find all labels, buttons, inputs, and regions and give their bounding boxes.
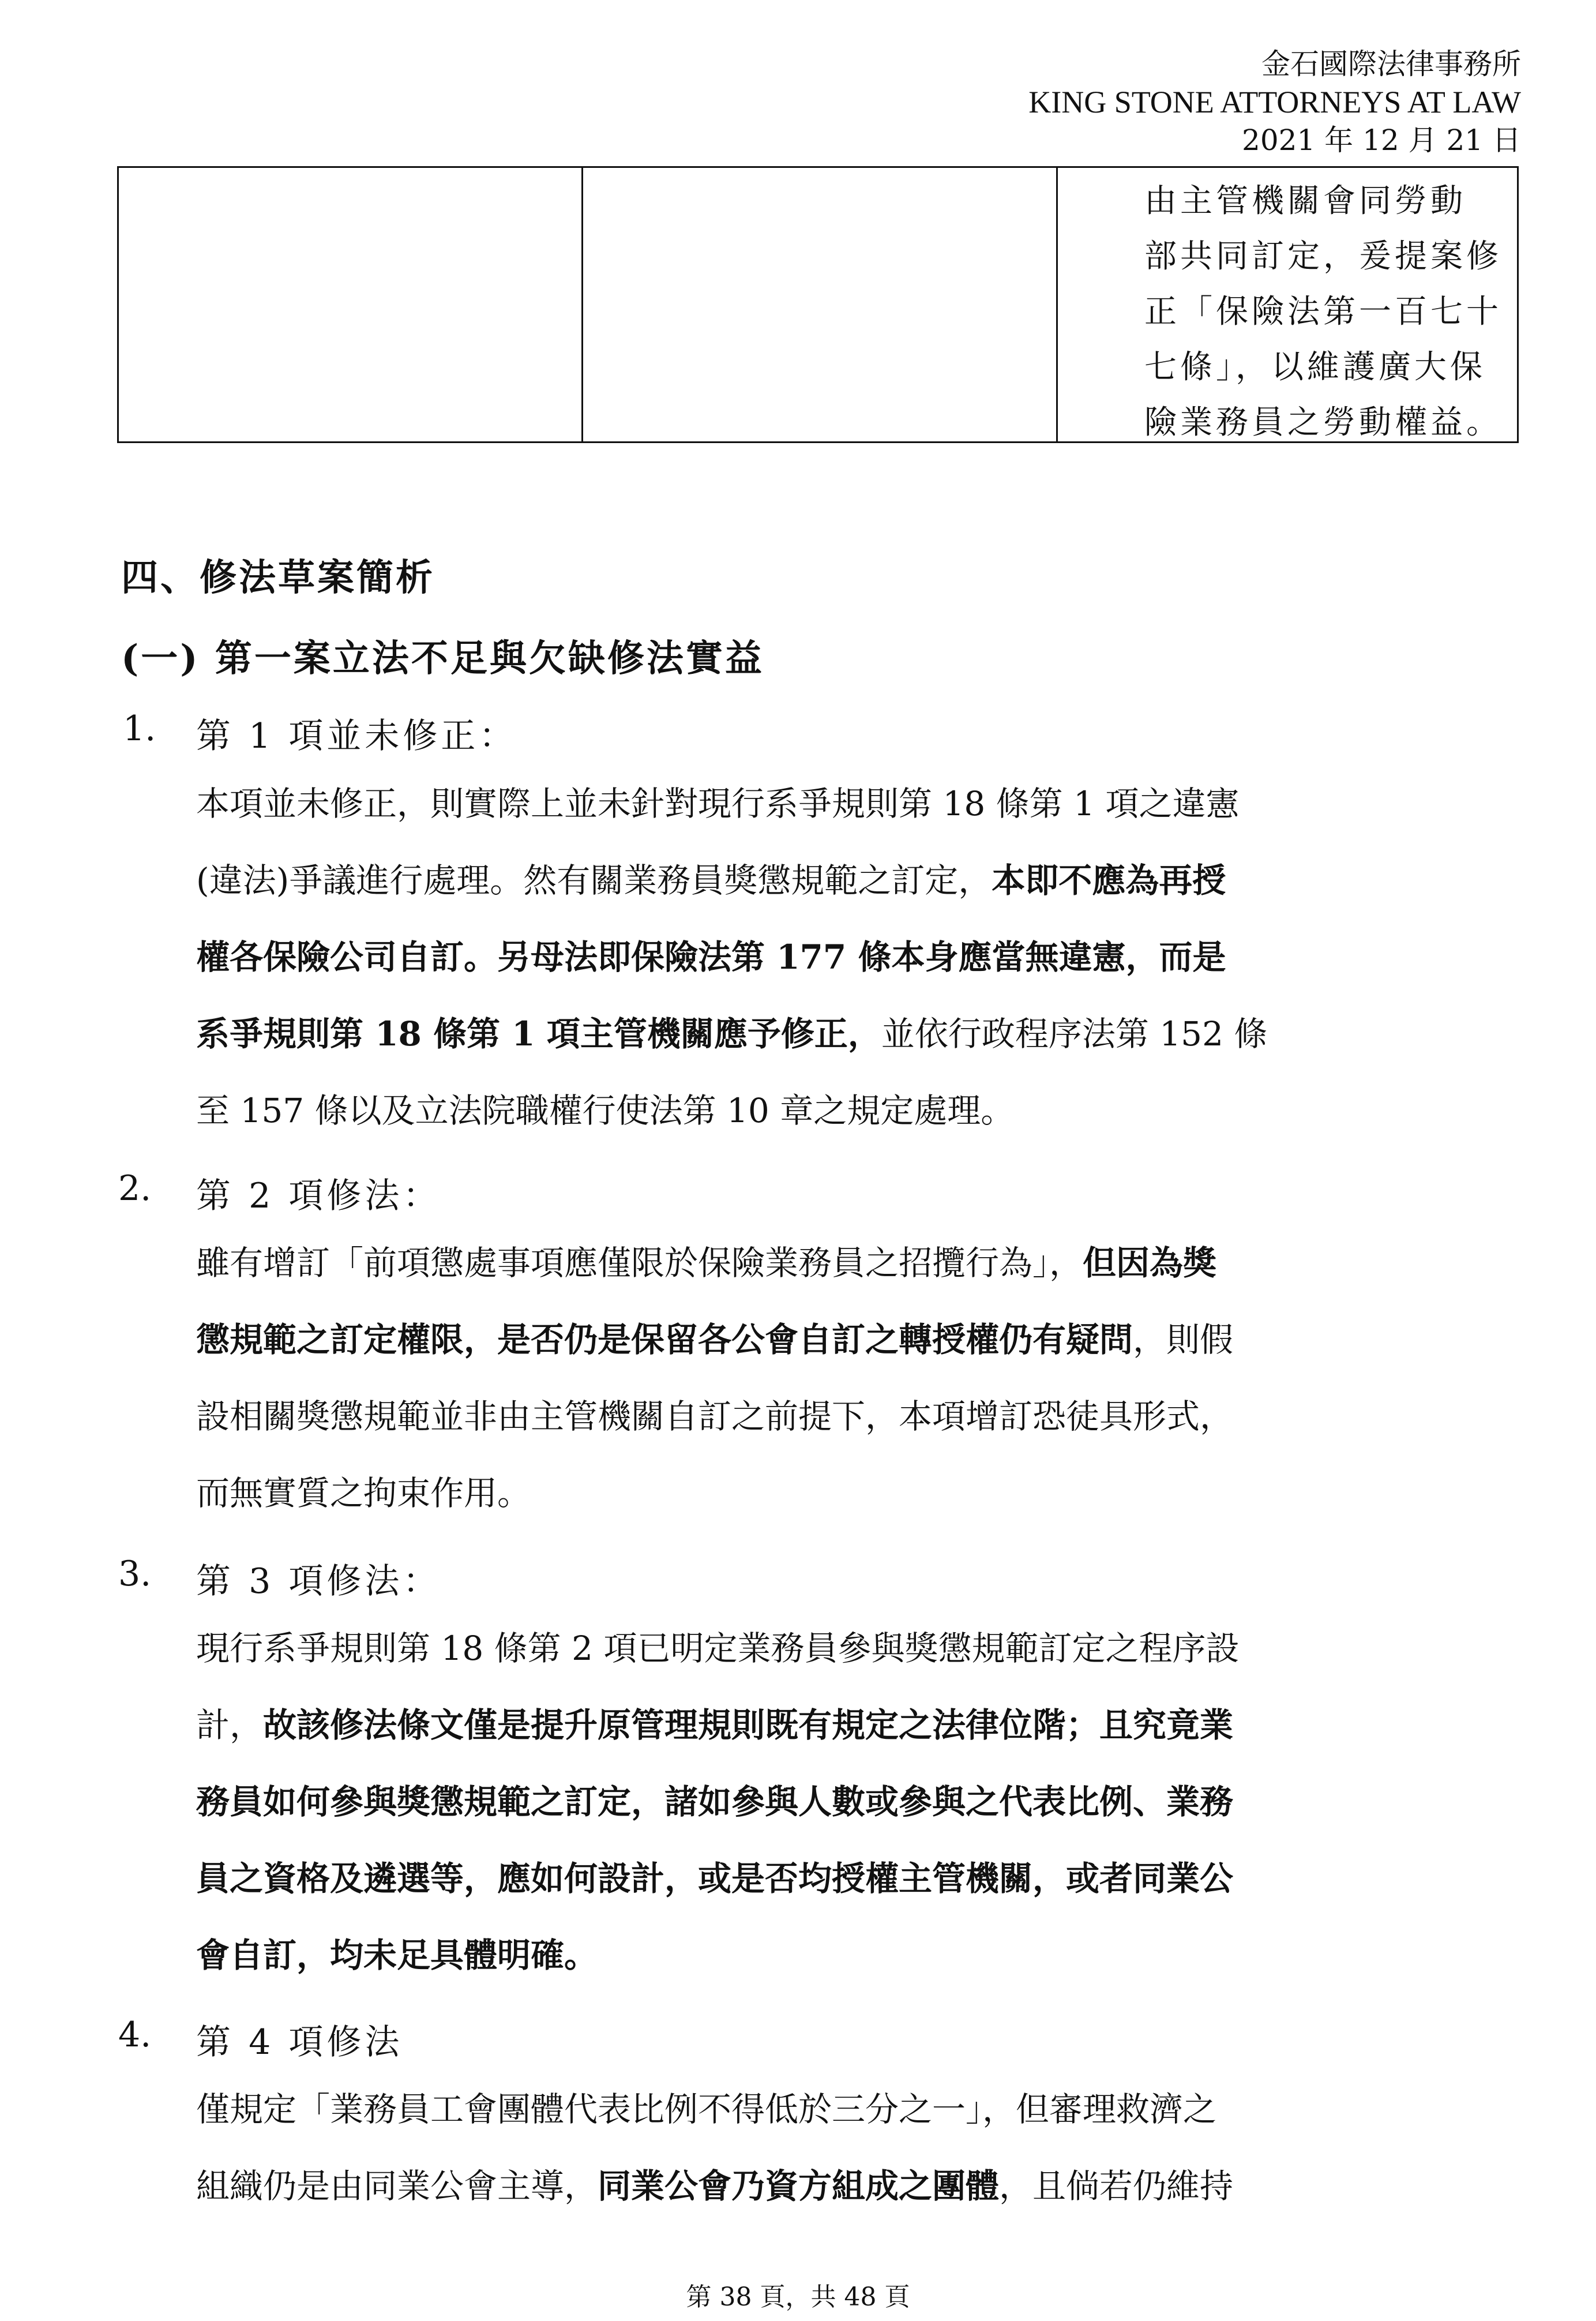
bold-run: 本即不應為再授 (992, 861, 1226, 900)
table-cell-line: 由主管機關會同勞動 (1144, 182, 1466, 220)
item-title: 第 3 項修法： (196, 1561, 441, 1602)
section-heading: 四、修法草案簡析 (121, 556, 435, 599)
text-run: 本項並未修正，則實際上並未針對現行系爭規則第 18 條第 1 項之違憲 (196, 784, 1240, 823)
bold-run: 故該修法條文僅是提升原管理規則既有規定之法律位階；且究竟業 (263, 1705, 1234, 1745)
table-cell-empty-2 (583, 168, 1058, 441)
item-paragraph (196, 1225, 1523, 1532)
text-run: ，則假 (1133, 1320, 1234, 1359)
item-number: 1. (123, 708, 156, 749)
item-title: 第 1 項並未修正： (196, 716, 517, 756)
paragraph-line (196, 842, 1523, 919)
paragraph-line (196, 1917, 1523, 1994)
text-run: 雖有增訂「前項懲處事項應僅限於保險業務員之招攬行為」， (196, 1243, 1083, 1283)
firm-name-chinese: 金石國際法律事務所 (1261, 47, 1521, 81)
text-run: 現行系爭規則第 18 條第 2 項已明定業務員參與獎懲規範訂定之程序設 (196, 1629, 1240, 1668)
text-run: 組織仍是由同業公會主導， (196, 2166, 598, 2206)
paragraph-line (196, 1378, 1523, 1455)
document-date: 2021 年 12 月 21 日 (1242, 123, 1521, 157)
paragraph-line (196, 1764, 1523, 1840)
firm-name-english: KING STONE ATTORNEYS AT LAW (1028, 85, 1521, 119)
bold-run: 權各保險公司自訂。另母法即保險法第 177 條本身應當無違憲，而是 (196, 938, 1226, 977)
continued-table (117, 166, 1519, 443)
bold-run: 會自訂，均未足具體明確。 (196, 1936, 598, 1975)
bold-run: 員之資格及遴選等，應如何設計，或是否均授權主管機關，或者同業公 (196, 1859, 1234, 1898)
paragraph-line (196, 2148, 1523, 2225)
text-run: 計， (196, 1705, 264, 1745)
item-paragraph (196, 1610, 1523, 1994)
bold-run: 系爭規則第 18 條第 1 項主管機關應予修正， (196, 1014, 881, 1053)
table-cell-line: 正「保險法第一百七十 (1144, 293, 1502, 331)
paragraph-line (196, 996, 1523, 1073)
paragraph-line (196, 919, 1523, 996)
subsection-heading: (一) 第一案立法不足與欠缺修法實益 (121, 637, 764, 680)
bold-run: 懲規範之訂定權限，是否仍是保留各公會自訂之轉授權仍有疑問 (196, 1320, 1133, 1359)
table-cell-line: 險業務員之勞動權益。 (1144, 404, 1502, 441)
item-number: 4. (118, 2015, 152, 2055)
table-cell-line: 七條」，以維護廣大保 (1144, 348, 1486, 386)
paragraph-line (196, 1840, 1523, 1917)
paragraph-line (196, 2071, 1523, 2148)
item-number: 2. (118, 1168, 152, 1209)
text-run: 並依行政程序法第 152 條 (881, 1014, 1268, 1053)
text-run: 至 157 條以及立法院職權行使法第 10 章之規定處理。 (196, 1091, 1015, 1130)
table-cell-text (1058, 168, 1517, 441)
bold-run: 務員如何參與獎懲規範之訂定，諸如參與人數或參與之代表比例、業務 (196, 1782, 1234, 1821)
text-run: 設相關獎懲規範並非由主管機關自訂之前提下，本項增訂恐徒具形式， (196, 1397, 1234, 1436)
page-footer: 第 38 頁，共 48 頁 (686, 2282, 910, 2312)
paragraph-line (196, 1687, 1523, 1764)
text-run: 僅規定「業務員工會團體代表比例不得低於三分之一」，但審理救濟之 (196, 2090, 1217, 2129)
bold-run: 同業公會乃資方組成之團體 (598, 2166, 1000, 2206)
paragraph-line (196, 1455, 1523, 1532)
paragraph-line (196, 1073, 1523, 1149)
item-title: 第 2 項修法： (196, 1176, 441, 1216)
text-run: ，且倘若仍維持 (999, 2166, 1234, 2206)
paragraph-line (196, 766, 1523, 842)
paragraph-line (196, 1302, 1523, 1378)
paragraph-line (196, 1610, 1523, 1687)
letterhead (1028, 45, 1521, 159)
paragraph-line (196, 1225, 1523, 1302)
item-number: 3. (118, 1554, 152, 1594)
item-title: 第 4 項修法 (196, 2022, 403, 2063)
table-cell-empty-1 (119, 168, 583, 441)
bold-run: 但因為獎 (1083, 1243, 1217, 1283)
item-paragraph (196, 766, 1523, 1149)
text-run: (違法)爭議進行處理。然有關業務員獎懲規範之訂定， (196, 861, 992, 900)
text-run: 而無實質之拘束作用。 (196, 1473, 531, 1513)
item-paragraph (196, 2071, 1523, 2225)
table-cell-line: 部共同訂定，爰提案修 (1144, 238, 1502, 275)
